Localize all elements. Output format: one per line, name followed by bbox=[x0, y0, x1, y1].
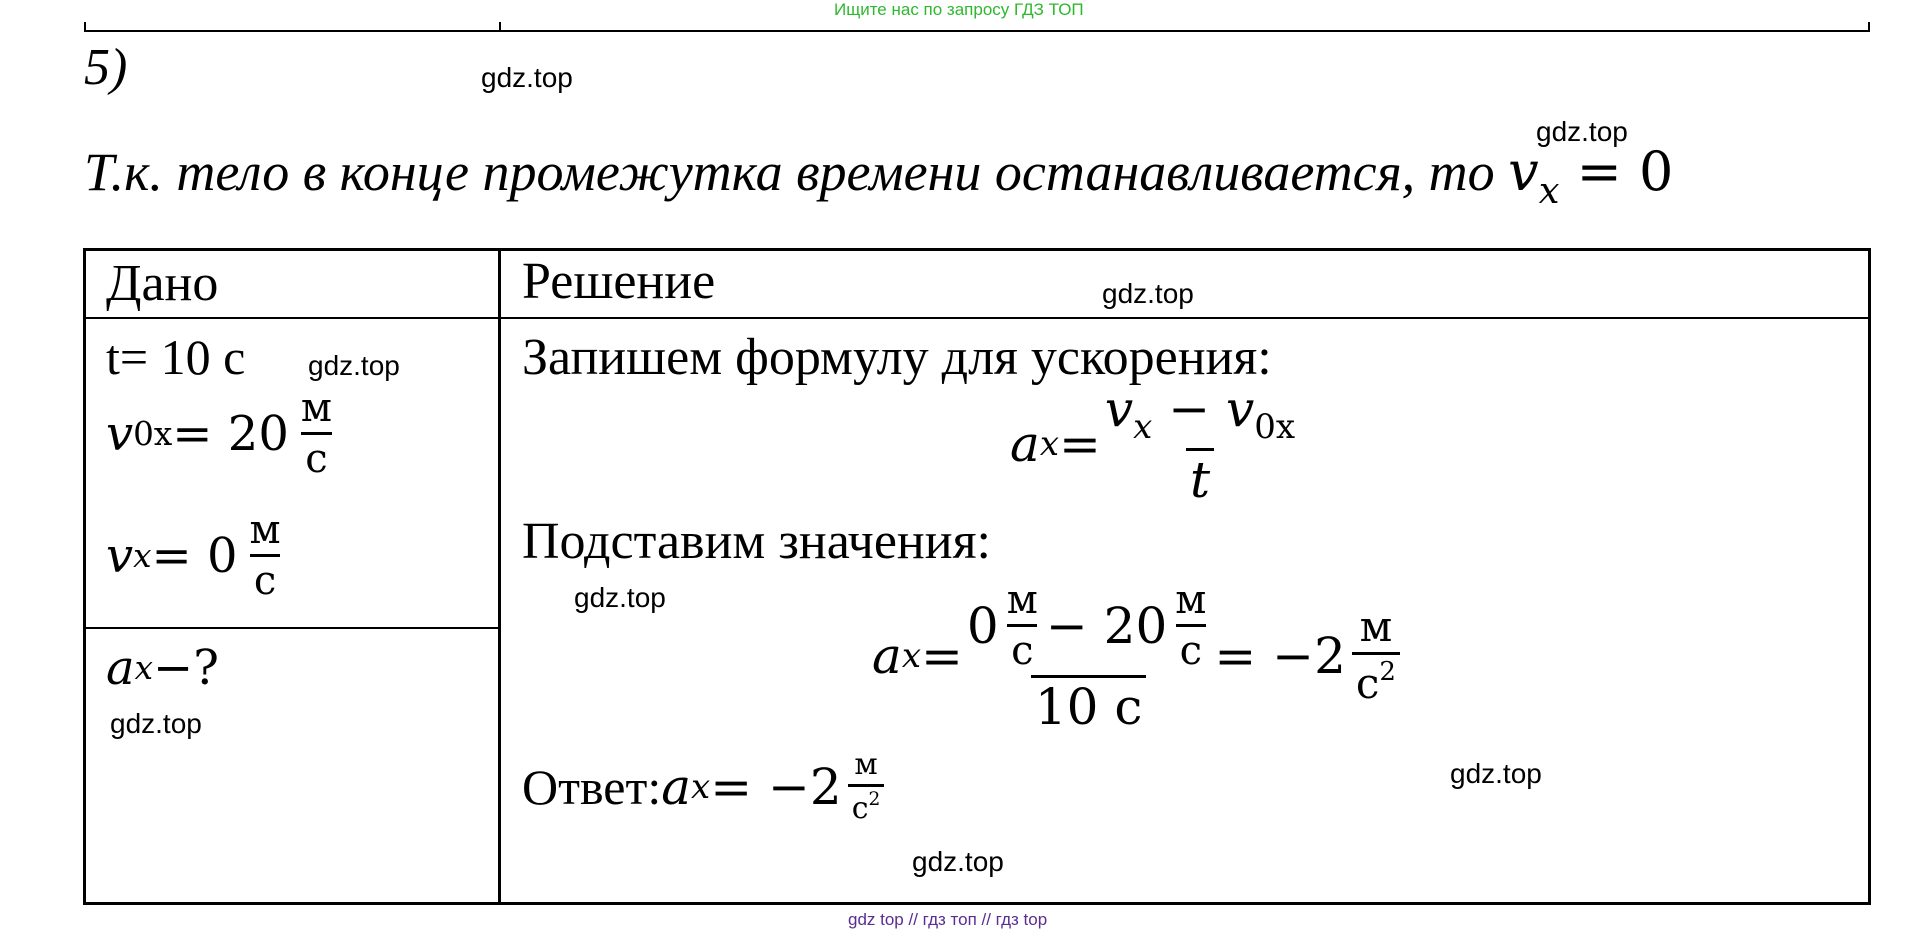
watermark: gdz.top bbox=[308, 350, 400, 381]
answer-var: a bbox=[661, 758, 692, 816]
find-sub: x bbox=[134, 649, 154, 687]
calc-unit1 bbox=[1003, 577, 1042, 674]
find-rest: −? bbox=[153, 640, 219, 696]
watermark: gdz.top bbox=[912, 846, 1004, 877]
answer-unit bbox=[848, 747, 885, 827]
acceleration-calculation bbox=[872, 577, 1400, 736]
vx-unit bbox=[246, 507, 285, 604]
acceleration-formula bbox=[1010, 380, 1299, 509]
given-v0x bbox=[106, 385, 336, 482]
calc-fraction bbox=[963, 577, 1214, 736]
watermark: gdz.top bbox=[1450, 758, 1542, 789]
given-find-rule bbox=[83, 627, 500, 629]
vx-unit-num: м bbox=[249, 507, 281, 553]
table-border-top bbox=[83, 248, 1871, 251]
calc-lhs-var: a bbox=[872, 627, 902, 685]
answer-label: Ответ: bbox=[522, 759, 662, 815]
top-banner[interactable]: Ищите нас по запросу ГДЗ ТОП bbox=[834, 0, 1084, 19]
solution-line-formula-intro: Запишем формулу для ускорения: bbox=[522, 329, 1272, 386]
calc-eq2: = −2 bbox=[1214, 627, 1346, 685]
table-header-rule bbox=[83, 317, 1871, 319]
top-rule-tick bbox=[84, 22, 86, 32]
calc-unit3-den: с bbox=[1355, 659, 1380, 709]
vx-unit-den: с bbox=[250, 554, 280, 601]
formula-lhs-var: a bbox=[1010, 415, 1040, 474]
answer-eq: = −2 bbox=[710, 758, 842, 816]
v0x-var: v bbox=[106, 405, 134, 462]
find-ax bbox=[106, 640, 219, 696]
find-var: a bbox=[106, 640, 135, 696]
solution-header: Решение bbox=[522, 253, 716, 310]
calc-unit1-den: с bbox=[1007, 624, 1037, 671]
formula-num-a: v bbox=[1104, 380, 1134, 438]
watermark: gdz.top bbox=[481, 62, 573, 93]
watermark: gdz.top bbox=[110, 708, 202, 739]
v0x-eq: = 20 bbox=[172, 405, 289, 462]
formula-fraction bbox=[1101, 380, 1299, 509]
table-border-right bbox=[1868, 248, 1871, 905]
calc-unit2 bbox=[1171, 577, 1210, 674]
calc-den: 10 с bbox=[1031, 675, 1147, 732]
table-border-left bbox=[83, 248, 86, 905]
watermark: gdz.top bbox=[1536, 116, 1628, 147]
watermark: gdz.top bbox=[574, 582, 666, 613]
formula-num-b-sub: 0x bbox=[1254, 406, 1296, 447]
calc-unit2-num: м bbox=[1175, 577, 1207, 623]
answer-unit-den: с bbox=[851, 791, 869, 827]
intro-sentence bbox=[84, 140, 1673, 212]
formula-eq: = bbox=[1059, 415, 1101, 474]
intro-var: v bbox=[1508, 140, 1539, 203]
answer-unit-num: м bbox=[854, 747, 878, 782]
calc-n1: 0 bbox=[966, 596, 999, 655]
given-header: Дано bbox=[106, 255, 219, 312]
calc-minus: − 20 bbox=[1045, 596, 1168, 655]
formula-minus: − bbox=[1152, 380, 1227, 438]
answer-sub: x bbox=[691, 767, 711, 807]
calc-unit1-num: м bbox=[1006, 577, 1038, 623]
watermark: gdz.top bbox=[1102, 278, 1194, 309]
calc-lhs-sub: x bbox=[901, 636, 921, 676]
vx-eq: = 0 bbox=[151, 527, 238, 584]
formula-num-a-sub: x bbox=[1133, 406, 1153, 447]
solution-line-substitute: Подставим значения: bbox=[522, 513, 991, 570]
top-rule-tick bbox=[1868, 22, 1870, 32]
given-time: t= 10 с bbox=[106, 329, 246, 385]
formula-num-b: v bbox=[1226, 380, 1255, 438]
vx-var: v bbox=[106, 527, 134, 584]
v0x-unit-den: с bbox=[301, 432, 331, 479]
calc-unit3-sup: 2 bbox=[1379, 657, 1396, 688]
calc-result-unit bbox=[1352, 602, 1400, 709]
table-divider bbox=[498, 248, 501, 905]
formula-lhs-sub: x bbox=[1039, 424, 1059, 465]
formula-den: t bbox=[1186, 448, 1214, 505]
footer-links[interactable]: gdz top // гдз топ // гдз top bbox=[848, 910, 1048, 929]
intro-rhs: = 0 bbox=[1559, 140, 1674, 203]
answer-unit-sup: 2 bbox=[868, 789, 881, 810]
intro-sub: x bbox=[1538, 168, 1560, 212]
answer bbox=[522, 747, 884, 827]
given-vx bbox=[106, 507, 285, 604]
table-border-bottom bbox=[83, 902, 1871, 905]
v0x-unit-num: м bbox=[300, 385, 332, 431]
calc-eq: = bbox=[921, 627, 963, 685]
top-rule bbox=[84, 30, 1870, 32]
intro-text: Т.к. тело в конце промежутка времени останавливается, то bbox=[84, 142, 1509, 202]
calc-unit2-den: с bbox=[1176, 624, 1206, 671]
calc-unit3-num: м bbox=[1359, 602, 1393, 652]
task-number: 5) bbox=[84, 39, 128, 96]
top-rule-tick bbox=[499, 22, 501, 32]
vx-sub: x bbox=[133, 536, 152, 575]
v0x-sub: 0x bbox=[133, 414, 173, 453]
v0x-unit bbox=[297, 385, 336, 482]
